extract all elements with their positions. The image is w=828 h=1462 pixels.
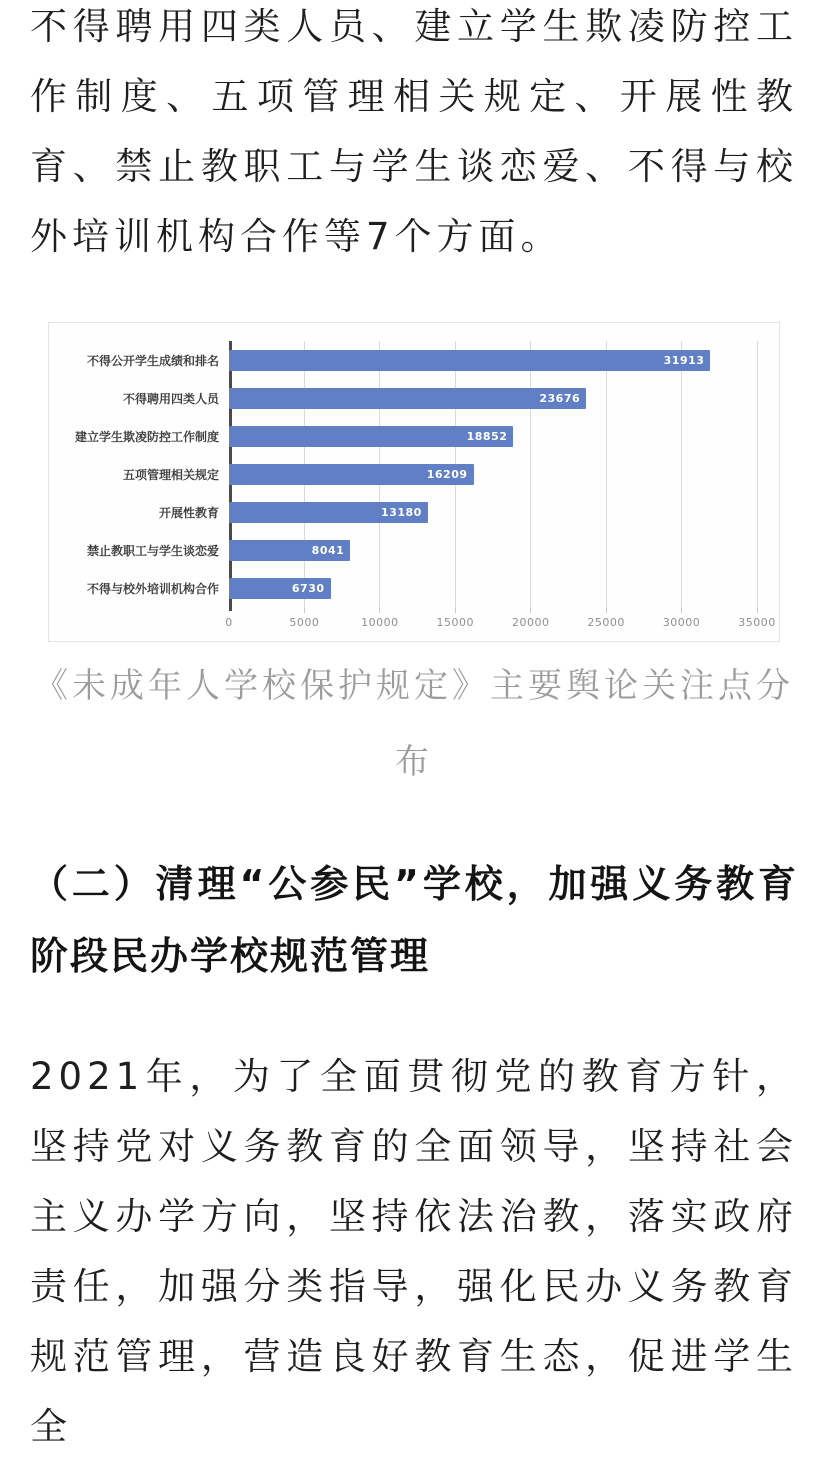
chart-bar-value: 23676	[539, 391, 581, 405]
chart-category-labels	[49, 341, 229, 607]
chart-tick-label: 25000	[587, 616, 625, 629]
paragraph-body: 2021年，为了全面贯彻党的教育方针，坚持党对义务教育的全面领导，坚持社会主义办学方向，坚持依法治教，落实政府责任，加强分类指导，强化民办义务教育规范管理，营造良好教育生态，促进学生全	[30, 1055, 798, 1448]
chart-tick-label: 15000	[436, 616, 475, 629]
chart-tick-mark	[379, 607, 380, 613]
chart-bar-value: 31913	[663, 353, 705, 367]
chart-bar-value: 8041	[311, 543, 345, 557]
chart-bar-value: 18852	[466, 429, 508, 443]
chart-bar-row	[229, 531, 781, 569]
chart-bar-value: 16209	[426, 467, 468, 481]
chart-tick-label: 20000	[511, 616, 550, 629]
chart-category-label: 不得聘用四类人员	[122, 391, 219, 406]
chart-tick-mark	[757, 607, 758, 613]
chart-tick-label: 35000	[738, 616, 776, 629]
chart-category-label: 禁止教职工与学生谈恋爱	[86, 543, 219, 558]
chart-bar	[229, 426, 513, 447]
chart-bar	[229, 578, 331, 599]
chart-bar-row	[229, 493, 781, 531]
bar-chart	[48, 322, 780, 642]
chart-bar-row	[229, 341, 781, 379]
chart-category-label: 不得与校外培训机构合作	[86, 581, 219, 596]
chart-tick-mark	[606, 607, 607, 613]
chart-tick-mark	[455, 607, 456, 613]
chart-bar-row	[229, 379, 781, 417]
chart-tick-label: 30000	[662, 616, 701, 629]
paragraph-top: 不得聘用四类人员、建立学生欺凌防控工作制度、五项管理相关规定、开展性教育、禁止教职工与学生谈恋爱、不得与校外培训机构合作等7个方面。	[30, 5, 798, 258]
chart-bar-value: 13180	[381, 505, 422, 519]
chart-body	[49, 341, 779, 607]
chart-category-label: 不得公开学生成绩和排名	[86, 353, 219, 368]
chart-tick-label: 0	[225, 616, 233, 629]
chart-category-label: 建立学生欺凌防控工作制度	[74, 429, 219, 444]
chart-bar	[229, 350, 710, 371]
chart-bar-row	[229, 417, 781, 455]
chart-tick-label: 5000	[289, 616, 320, 629]
chart-bar-value: 6730	[291, 581, 325, 595]
chart-tick-mark	[304, 607, 305, 613]
chart-x-axis	[225, 607, 781, 637]
chart-bar	[229, 540, 350, 561]
chart-bar-row	[229, 455, 781, 493]
chart-tick-label: 10000	[361, 616, 399, 629]
chart-bar	[229, 388, 586, 409]
section-heading: （二）清理“公参民”学校，加强义务教育阶段民办学校规范管理	[30, 862, 798, 978]
chart-category-label: 五项管理相关规定	[122, 467, 219, 482]
chart-caption: 《未成年人学校保护规定》主要舆论关注点分布	[34, 666, 794, 782]
chart-bar	[229, 464, 474, 485]
chart-bar-row	[229, 569, 781, 607]
chart-plot-area	[229, 341, 781, 607]
chart-bar	[229, 502, 428, 523]
chart-tick-mark	[530, 607, 531, 613]
chart-category-label: 开展性教育	[158, 505, 219, 520]
chart-tick-mark	[681, 607, 682, 613]
